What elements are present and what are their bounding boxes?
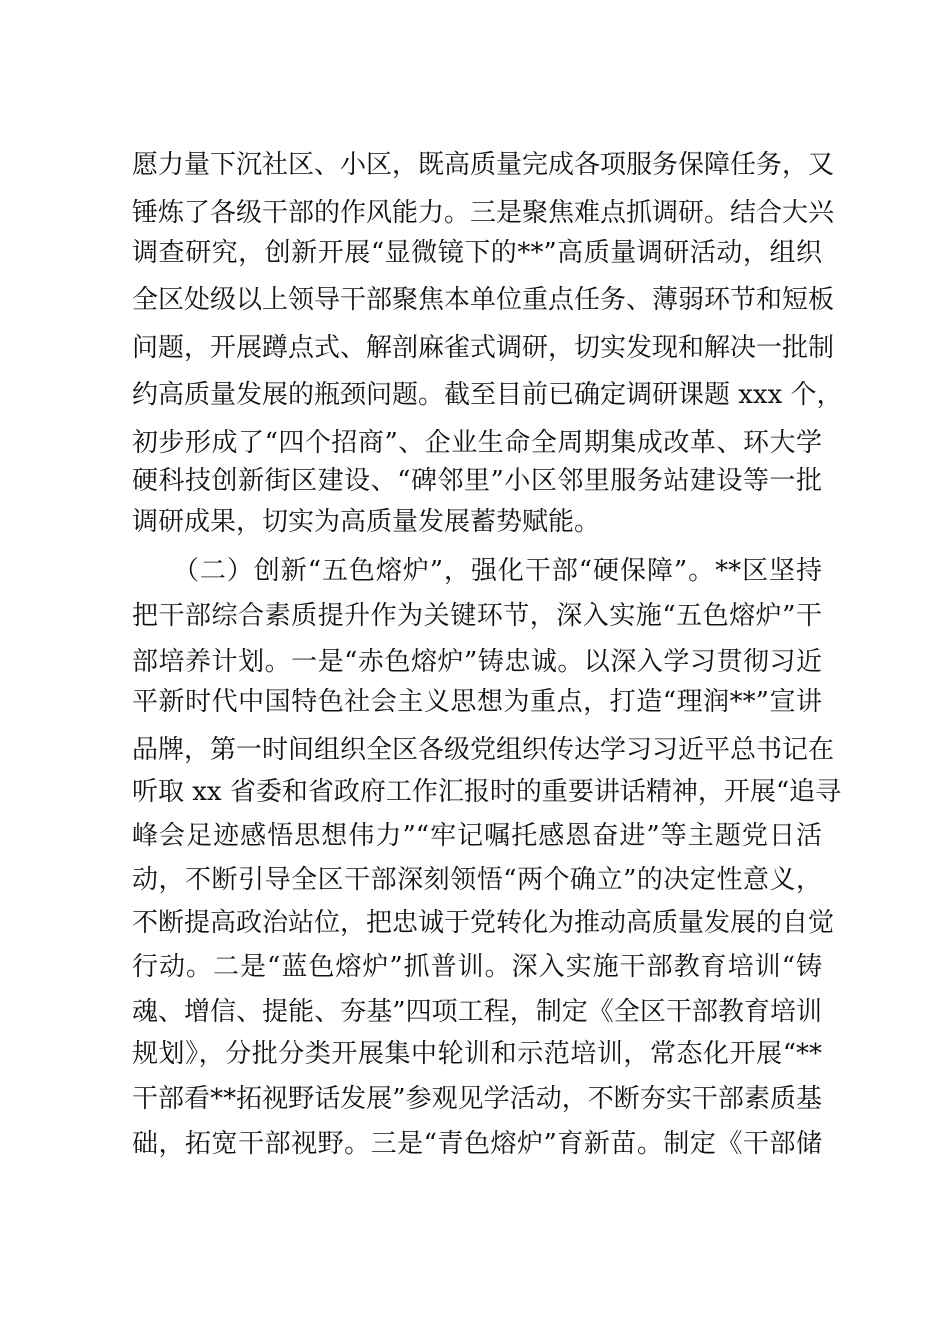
body-text-line: 硬科技创新街区建设、“碑邻里”小区邻里服务站建设等一批 (132, 466, 822, 496)
body-text-line: 峰会足迹感悟思想伟力”“牢记嘱托感恩奋进”等主题党日活 (132, 821, 822, 851)
body-text-line: 约高质量发展的瓶颈问题。截至目前已确定调研课题 xxx 个， (132, 380, 843, 410)
body-text-line: 行动。二是“蓝色熔炉”抓普训。深入实施干部教育培训“铸 (132, 952, 822, 982)
body-text-line: 调查研究，创新开展“显微镜下的**”高质量调研活动，组织 (132, 238, 822, 268)
body-text-line: 调研成果，切实为高质量发展蓄势赋能。 (132, 507, 601, 537)
body-text-line: 全区处级以上领导干部聚焦本单位重点任务、薄弱环节和短板 (132, 285, 835, 315)
body-text-line: 把干部综合素质提升作为关键环节，深入实施“五色熔炉”干 (132, 601, 822, 631)
body-text-line: 问题，开展蹲点式、解剖麻雀式调研，切实发现和解决一批制 (132, 333, 835, 363)
body-text-line: 愿力量下沉社区、小区，既高质量完成各项服务保障任务，又 (132, 150, 835, 180)
body-text-line: 部培养计划。一是“赤色熔炉”铸忠诚。以深入学习贯彻习近 (132, 647, 822, 677)
body-text-line: 锤炼了各级干部的作风能力。三是聚焦难点抓调研。结合大兴 (132, 198, 835, 228)
body-text-line: 平新时代中国特色社会主义思想为重点，打造“理润**”宣讲 (132, 687, 822, 717)
body-text-line: 础，拓宽干部视野。三是“青色熔炉”育新苗。制定《干部储 (132, 1129, 822, 1159)
section-heading-line: （二）创新“五色熔炉”，强化干部“硬保障”。**区坚持 (132, 556, 822, 586)
body-text-line: 魂、增信、提能、夯基”四项工程，制定《全区干部教育培训 (132, 997, 822, 1027)
body-text-line: 品牌，第一时间组织全区各级党组织传达学习习近平总书记在 (132, 735, 835, 765)
body-text-line: 干部看**拓视野话发展”参观见学活动，不断夯实干部素质基 (132, 1084, 822, 1114)
body-text-line: 不断提高政治站位，把忠诚于党转化为推动高质量发展的自觉 (132, 908, 835, 938)
body-text-line: 听取 xx 省委和省政府工作汇报时的重要讲话精神，开展“追寻 (132, 777, 842, 807)
body-text-line: 初步形成了“四个招商”、企业生命全周期集成改革、环大学 (132, 428, 822, 458)
body-text-line: 动，不断引导全区干部深刻领悟“两个确立”的决定性意义， (132, 865, 822, 895)
body-text-line: 规划》，分批分类开展集中轮训和示范培训，常态化开展“** (132, 1039, 822, 1069)
